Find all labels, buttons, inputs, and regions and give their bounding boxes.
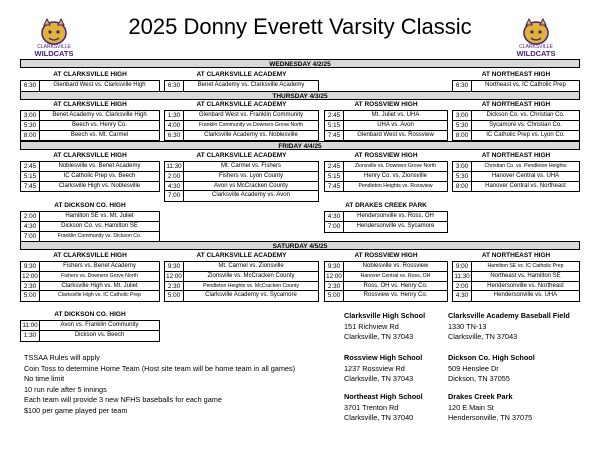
game-matchup: Hendersonville vs. Northeast — [487, 282, 564, 289]
game-row — [165, 182, 318, 192]
address-line: 509 Henslee Dr — [448, 363, 499, 373]
game-row — [21, 291, 159, 301]
address-line: Clarksville, TN 37040 — [344, 413, 414, 422]
game-row — [165, 291, 318, 301]
rule-item: 10 run rule after 5 innings — [24, 384, 107, 394]
game-row — [21, 81, 159, 91]
site-header: AT CLARKSVILLE ACADEMY — [196, 71, 287, 78]
game-row — [21, 262, 159, 272]
game-matchup: Glenbard West vs. Clarksville High — [53, 82, 146, 88]
game-row — [21, 272, 159, 282]
page-title: 2025 Donny Everett Varsity Classic — [128, 14, 472, 39]
site-header: AT NORTHEAST HIGH — [481, 101, 551, 108]
address-block — [344, 392, 454, 424]
game-matchup: Dickson Co. vs. Hamilton SE — [61, 222, 138, 229]
game-time: 2:00 — [165, 172, 184, 181]
games-box — [324, 261, 448, 302]
game-row — [21, 331, 159, 341]
game-time: 9:30 — [21, 262, 40, 271]
game-matchup: Benet Academy vs. Clarksville Academy — [197, 82, 305, 88]
game-time: 9:30 — [325, 262, 344, 271]
rule-item: Each team will provide 3 new NFHS baseballs for each game — [24, 395, 222, 404]
game-row — [325, 121, 447, 131]
game-time: 8:00 — [453, 131, 472, 141]
game-row — [325, 212, 447, 222]
game-row — [325, 111, 447, 121]
game-row — [453, 121, 579, 131]
svg-text:WILDCATS: WILDCATS — [516, 49, 556, 58]
game-matchup: Clarksville Academy vs. Sycamore — [205, 292, 297, 299]
game-row — [21, 282, 159, 292]
game-time: 12:00 — [325, 272, 344, 281]
site-header: AT CLARKSVILLE ACADEMY — [196, 152, 287, 159]
game-matchup: Mt. Carmel vs. Zionsville — [218, 263, 284, 269]
address-name: Northeast High School — [344, 392, 423, 401]
address-block — [448, 392, 598, 424]
game-row — [21, 222, 159, 232]
game-matchup: Zionsville vs. Downers Grove North — [354, 163, 437, 169]
site-header: AT CLARKSVILLE ACADEMY — [196, 252, 287, 259]
game-time: 2:45 — [325, 111, 344, 120]
game-time: 5:30 — [21, 121, 40, 130]
game-time: 5:00 — [165, 291, 184, 301]
day-header-thursday: THURSDAY 4/3/25 — [20, 91, 580, 100]
game-row — [453, 81, 579, 91]
rule-item: $100 per game played per team — [24, 405, 128, 415]
site-header: AT NORTHEAST HIGH — [481, 71, 551, 78]
address-line: 1330 TN-13 — [448, 321, 487, 331]
game-row — [325, 282, 447, 292]
game-row — [453, 282, 579, 292]
games-box — [20, 320, 160, 342]
game-time: 4:30 — [453, 291, 472, 301]
game-time: 5:15 — [325, 172, 344, 181]
game-row — [165, 262, 318, 272]
address-block — [344, 353, 454, 385]
game-row — [21, 212, 159, 222]
games-box — [452, 110, 580, 141]
games-box — [20, 161, 160, 192]
game-matchup: Zionsville vs. McCracken County — [207, 272, 295, 279]
game-row — [21, 131, 159, 141]
address-line: 120 E Main St — [448, 402, 494, 412]
wildcats-logo-left — [30, 18, 78, 58]
game-row — [165, 282, 318, 292]
game-time: 4:30 — [325, 212, 344, 221]
game-matchup: Sycamore vs. Christian Co. — [489, 121, 562, 128]
game-time: 2:30 — [325, 282, 344, 291]
address-name: Drakes Creek Park — [448, 392, 513, 401]
svg-text:WILDCATS: WILDCATS — [34, 49, 74, 58]
game-matchup: Henry Co. vs. Zionsville — [363, 172, 428, 179]
game-row — [325, 262, 447, 272]
games-box — [324, 211, 448, 233]
site-header: AT CLARKSVILLE HIGH — [53, 152, 127, 159]
game-row — [453, 172, 579, 182]
game-time: 5:00 — [325, 291, 344, 301]
game-row — [453, 162, 579, 172]
games-box — [324, 161, 448, 192]
game-row — [453, 262, 579, 272]
game-time: 6:30 — [453, 81, 472, 91]
wildcats-logo-right — [512, 18, 560, 58]
game-time: 7:45 — [325, 131, 344, 141]
game-matchup: Dickson Co. vs. Christian Co. — [486, 112, 565, 118]
games-box — [452, 161, 580, 192]
game-row — [165, 111, 318, 121]
game-row — [21, 111, 159, 121]
game-matchup: Clarksville Academy vs. Avon — [212, 192, 290, 199]
game-matchup: Glenbard West vs. Rossview — [357, 131, 434, 138]
game-time: 2:30 — [21, 282, 40, 291]
game-time: 12:00 — [21, 272, 40, 281]
game-time: 11:30 — [165, 162, 184, 171]
game-matchup: Clarksville High vs. IC Catholic Prep — [57, 292, 142, 299]
game-row — [325, 131, 447, 141]
site-header: AT DRAKES CREEK PARK — [345, 202, 427, 209]
address-line: Hendersonville, TN 37075 — [448, 413, 533, 422]
game-row — [165, 81, 318, 91]
game-matchup: Hamilton SE vs. Mt. Juliet — [65, 213, 134, 219]
address-block — [448, 353, 598, 385]
game-time: 2:45 — [325, 162, 344, 171]
game-matchup: Clarksville Academy vs. Noblesville — [204, 131, 298, 138]
game-matchup: Benet Academy vs. Clarksville High — [52, 112, 147, 118]
game-time: 1:30 — [165, 111, 184, 120]
game-time: 7:00 — [325, 222, 344, 232]
game-time: 6:30 — [21, 81, 40, 91]
games-box — [20, 110, 160, 141]
game-matchup: Mt. Juliet vs. UHA — [371, 112, 420, 118]
game-time: 12:00 — [165, 272, 184, 281]
game-row — [21, 182, 159, 192]
game-matchup: IC Catholic Prep vs. Lyon Co. — [486, 131, 565, 138]
games-box — [324, 110, 448, 141]
game-time: 6:30 — [165, 81, 184, 91]
game-matchup: Fishers vs. Lyon County — [218, 172, 284, 179]
address-name: Clarksville Academy Baseball Field — [448, 311, 570, 320]
day-header-wednesday: WEDNESDAY 4/2/25 — [20, 59, 580, 68]
day-header-saturday: SATURDAY 4/5/25 — [20, 241, 580, 250]
games-box — [164, 261, 319, 302]
game-matchup: Beech vs. Henry Co. — [71, 121, 128, 128]
game-matchup: Hendersonville vs. Ross, OH — [357, 213, 434, 219]
address-name: Dickson Co. High School — [448, 353, 535, 362]
site-header: AT ROSSVIEW HIGH — [354, 252, 418, 259]
address-line: 151 Richview Rd — [344, 321, 399, 331]
game-matchup: Mt. Carmel vs. Fishers — [220, 163, 281, 169]
game-time: 3:00 — [21, 111, 40, 120]
game-time: 4:00 — [165, 121, 184, 130]
game-row — [165, 191, 318, 201]
game-matchup: Franklin Community vs Downers Grove North — [198, 121, 304, 128]
game-matchup: Christian Co. vs. Pendleton Heights — [484, 163, 567, 169]
address-line: Clarksville, TN 37043 — [448, 332, 518, 341]
game-time: 4:30 — [165, 182, 184, 191]
rule-item: No time limit — [24, 374, 65, 383]
game-row — [165, 162, 318, 172]
game-time: 9:00 — [453, 262, 472, 271]
game-time: 7:00 — [21, 232, 40, 242]
game-time: 7:00 — [165, 191, 184, 201]
game-row — [453, 111, 579, 121]
game-matchup: Hanover Central vs. Ross, OH — [360, 272, 431, 279]
game-matchup: UHA vs. Avon — [377, 121, 414, 128]
games-box — [20, 211, 160, 242]
game-matchup: Northeast vs. IC Catholic Prep — [485, 82, 566, 88]
game-matchup: Glenbard West vs. Franklin Community — [198, 112, 304, 118]
game-matchup: Clarksville High vs. Noblesville — [58, 182, 141, 189]
rule-item: Coin Toss to determine Home Team (Host site team will be home team in all games) — [24, 363, 296, 373]
game-matchup: Hanover Central vs. UHA — [491, 172, 560, 179]
site-header: AT DICKSON CO. HIGH — [54, 202, 126, 209]
site-header: AT NORTHEAST HIGH — [481, 252, 551, 259]
game-matchup: Noblesville vs. Benet Academy — [58, 163, 141, 169]
game-row — [325, 291, 447, 301]
game-time: 3:00 — [453, 111, 472, 120]
site-header: AT NORTHEAST HIGH — [481, 152, 551, 159]
svg-text:CLARKSVILLE: CLARKSVILLE — [37, 44, 71, 50]
game-row — [21, 232, 159, 242]
address-line: Dickson, TN 37055 — [448, 374, 510, 383]
game-time: 5:15 — [21, 172, 40, 181]
game-row — [325, 222, 447, 232]
site-header: AT CLARKSVILLE HIGH — [53, 252, 127, 259]
game-time: 5:30 — [453, 121, 472, 130]
address-line: 3701 Trenton Rd — [344, 402, 399, 412]
game-time: 7:45 — [325, 182, 344, 192]
game-matchup: Pendleton Heights vs. Rossview — [358, 182, 433, 189]
game-matchup: Ross, OH vs. Henry Co. — [363, 282, 428, 289]
game-matchup: Fishers vs. Downers Grove North — [61, 272, 138, 279]
game-row — [325, 272, 447, 282]
game-time: 8:00 — [453, 182, 472, 192]
game-matchup: IC Catholic Prep vs. Beech — [63, 172, 136, 179]
game-time: 2:45 — [21, 162, 40, 171]
site-header: AT CLARKSVILLE ACADEMY — [196, 101, 287, 108]
day-header-friday: FRIDAY 4/4/25 — [20, 141, 580, 150]
game-row — [325, 162, 447, 172]
rule-item: TSSAA Rules will apply — [24, 353, 100, 362]
game-matchup: Avon vs McCracken County — [214, 182, 288, 189]
game-matchup: Clarksville High vs. Mt. Juliet — [61, 282, 138, 289]
address-block — [448, 311, 598, 343]
game-row — [165, 172, 318, 182]
svg-text:CLARKSVILLE: CLARKSVILLE — [519, 44, 553, 50]
site-header: AT CLARKSVILLE HIGH — [53, 101, 127, 108]
game-row — [21, 121, 159, 131]
game-time: 2:30 — [165, 282, 184, 291]
game-matchup: Beech vs. Mt. Carmel — [70, 131, 129, 138]
rules-list — [24, 353, 344, 416]
address-block — [344, 311, 454, 343]
game-matchup: Hendersonville vs. UHA — [493, 292, 558, 299]
game-time: 11:00 — [21, 321, 40, 330]
game-row — [165, 272, 318, 282]
game-time: 9:30 — [165, 262, 184, 271]
address-line: Clarksville, TN 37043 — [344, 374, 414, 383]
game-time: 7:45 — [21, 182, 40, 192]
game-time: 6:30 — [165, 131, 184, 141]
games-box — [20, 261, 160, 302]
game-row — [165, 131, 318, 141]
game-row — [453, 131, 579, 141]
game-matchup: Pendleton Heights vs. McCracken County — [202, 282, 299, 289]
game-time: 11:30 — [453, 272, 472, 281]
address-line: 1237 Rossview Rd — [344, 363, 405, 373]
game-time: 3:00 — [453, 162, 472, 171]
wildcat-logo-icon — [30, 18, 78, 58]
game-matchup: Franklin Community vs. Dickson Co. — [57, 232, 142, 239]
game-matchup: Dickson vs. Beech — [74, 331, 125, 338]
game-matchup: Fishers vs. Benet Academy — [63, 263, 136, 269]
game-row — [453, 272, 579, 282]
site-header: AT DICKSON CO. HIGH — [54, 311, 126, 318]
game-row — [165, 121, 318, 131]
address-name: Clarksville High School — [344, 311, 426, 320]
game-row — [21, 172, 159, 182]
game-matchup: Hanover Central vs. Northeast — [485, 182, 566, 189]
games-box — [164, 161, 319, 202]
site-header: AT CLARKSVILLE HIGH — [53, 71, 127, 78]
game-row — [325, 172, 447, 182]
game-matchup: Avon vs. Franklin Community — [60, 322, 139, 328]
game-time: 4:30 — [21, 222, 40, 231]
site-header: AT ROSSVIEW HIGH — [354, 101, 418, 108]
game-time: 5:30 — [453, 172, 472, 181]
game-row — [21, 321, 159, 331]
game-matchup: Noblesville vs. Rossview — [362, 263, 429, 269]
game-row — [453, 291, 579, 301]
games-box — [164, 110, 319, 141]
game-time: 5:15 — [325, 121, 344, 130]
site-header: AT ROSSVIEW HIGH — [354, 152, 418, 159]
game-row — [453, 182, 579, 192]
game-time: 8:00 — [21, 131, 40, 141]
game-time: 2:00 — [453, 282, 472, 291]
game-time: 2:00 — [21, 212, 40, 221]
wildcat-logo-icon — [512, 18, 560, 58]
game-row — [325, 182, 447, 192]
game-matchup: Hamilton SE vs. IC Catholic Prep — [487, 263, 564, 269]
game-time: 5:00 — [21, 291, 40, 301]
game-matchup: Northeast vs. Hamilton SE — [490, 272, 561, 279]
game-matchup: Hendersonville vs. Sycamore — [356, 222, 435, 229]
game-matchup: Rossview vs. Henry Co. — [363, 292, 428, 299]
game-row — [21, 162, 159, 172]
game-time: 1:30 — [21, 331, 40, 341]
games-box — [452, 261, 580, 302]
address-name: Rossview High School — [344, 353, 423, 362]
address-line: Clarksville, TN 37043 — [344, 332, 414, 341]
